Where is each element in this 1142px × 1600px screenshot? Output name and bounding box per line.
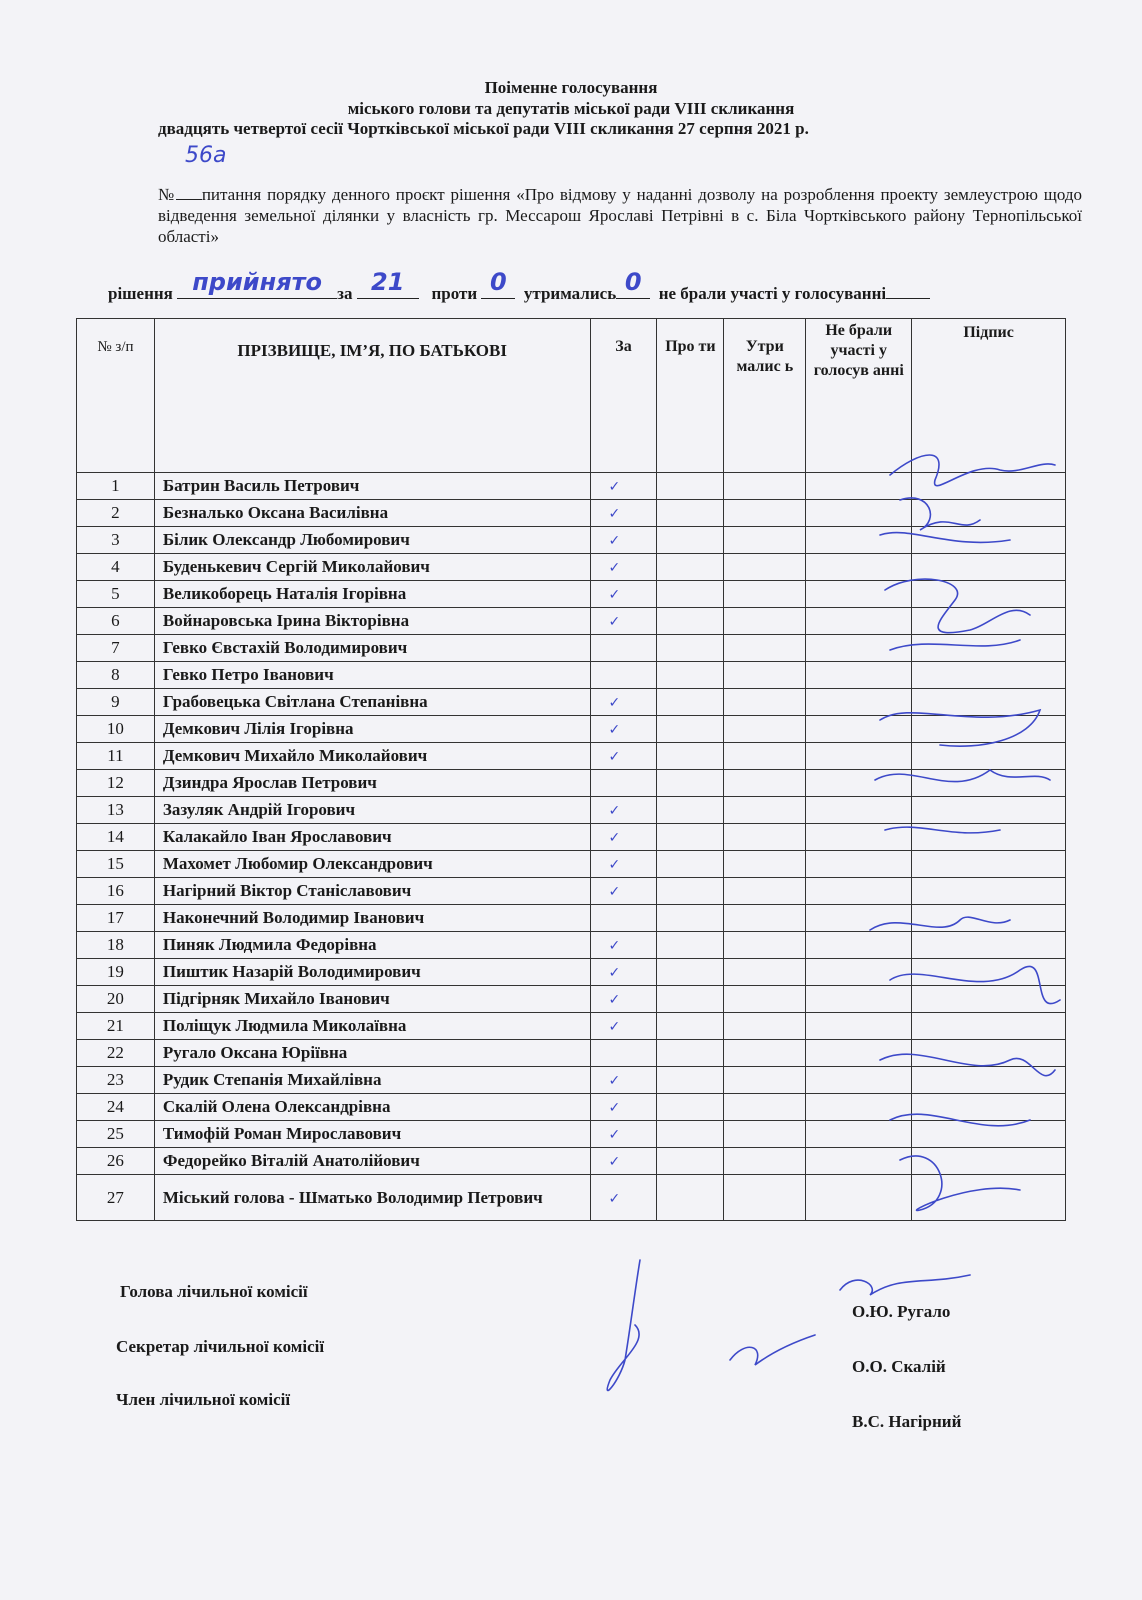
against-label: проти (431, 284, 478, 303)
row-number: 23 (77, 1067, 155, 1094)
row-abstain-cell (724, 1175, 806, 1221)
row-abstain-cell (724, 608, 806, 635)
row-number: 1 (77, 473, 155, 500)
row-abstain-cell (724, 716, 806, 743)
doc-title-line3: двадцять четвертої сесії Чортківської міської ради VIII скликання 27 серпня 2021 р. (158, 119, 809, 138)
row-for-cell (590, 824, 657, 851)
row-against-cell (657, 473, 724, 500)
row-number: 6 (77, 608, 155, 635)
check-mark-icon: ✓ (608, 587, 621, 603)
item-number-handwritten: 56а (185, 143, 227, 168)
check-mark-icon: ✓ (608, 614, 621, 630)
row-abstain-cell (724, 959, 806, 986)
row-name: Великоборець Наталія Ігорівна (154, 581, 590, 608)
row-for-cell (590, 959, 657, 986)
row-abstain-cell (724, 905, 806, 932)
row-number: 26 (77, 1148, 155, 1175)
row-abstain-cell (724, 662, 806, 689)
row-abstain-cell (724, 554, 806, 581)
row-abstain-cell (724, 770, 806, 797)
row-number: 12 (77, 770, 155, 797)
row-for-cell (590, 986, 657, 1013)
row-for-cell (590, 932, 657, 959)
row-abstain-cell (724, 797, 806, 824)
row-against-cell (657, 1094, 724, 1121)
row-number: 27 (77, 1175, 155, 1221)
row-number: 4 (77, 554, 155, 581)
decision-blank (177, 268, 337, 299)
row-number: 24 (77, 1094, 155, 1121)
row-against-cell (657, 1148, 724, 1175)
row-for-cell (590, 527, 657, 554)
row-number: 15 (77, 851, 155, 878)
row-number: 5 (77, 581, 155, 608)
row-number: 9 (77, 689, 155, 716)
col-header-signature: Підпис (912, 319, 1066, 473)
row-abstain-cell (724, 473, 806, 500)
row-name: Калакайло Іван Ярославович (154, 824, 590, 851)
row-abstain-cell (724, 878, 806, 905)
row-abstain-cell (724, 851, 806, 878)
check-mark-icon: ✓ (608, 749, 621, 765)
row-against-cell (657, 527, 724, 554)
row-for-cell (590, 1175, 657, 1221)
agenda-paragraph (158, 179, 1082, 247)
row-against-cell (657, 905, 724, 932)
check-mark-icon: ✓ (608, 938, 621, 954)
not-voting-blank (886, 278, 930, 299)
doc-title-line1: Поіменне голосування (484, 78, 658, 97)
row-name: Батрин Василь Петрович (154, 473, 590, 500)
row-for-cell (590, 716, 657, 743)
row-for-cell (590, 1094, 657, 1121)
row-name: Підгірняк Михайло Іванович (154, 986, 590, 1013)
col-header-not-voting: Не брали участі у голосув анні (806, 319, 912, 473)
row-for-cell (590, 581, 657, 608)
row-name: Нагірний Віктор Станіславович (154, 878, 590, 905)
check-mark-icon: ✓ (608, 506, 621, 522)
row-against-cell (657, 689, 724, 716)
row-name: Тимофій Роман Мирославович (154, 1121, 590, 1148)
row-number: 20 (77, 986, 155, 1013)
row-number: 11 (77, 743, 155, 770)
row-for-cell (590, 662, 657, 689)
check-mark-icon: ✓ (608, 1190, 621, 1207)
row-against-cell (657, 851, 724, 878)
row-abstain-cell (724, 824, 806, 851)
check-mark-icon: ✓ (608, 965, 621, 981)
row-for-cell (590, 635, 657, 662)
row-name: Федорейко Віталій Анатолійович (154, 1148, 590, 1175)
row-name: Поліщук Людмила Миколаївна (154, 1013, 590, 1040)
row-number: 16 (77, 878, 155, 905)
chair-name: О.Ю. Ругало (852, 1302, 951, 1321)
check-mark-icon: ✓ (608, 803, 621, 819)
row-number: 18 (77, 932, 155, 959)
check-mark-icon: ✓ (608, 1154, 621, 1170)
row-against-cell (657, 986, 724, 1013)
not-voting-label: не брали участі у голосуванні (658, 284, 887, 303)
row-against-cell (657, 959, 724, 986)
row-against-cell (657, 1175, 724, 1221)
row-name: Демкович Михайло Миколайович (154, 743, 590, 770)
num-sign: № (158, 185, 176, 204)
member-name: В.С. Нагірний (852, 1412, 962, 1431)
row-against-cell (657, 716, 724, 743)
row-against-cell (657, 554, 724, 581)
row-name: Ругало Оксана Юріївна (154, 1040, 590, 1067)
check-mark-icon: ✓ (608, 533, 621, 549)
check-mark-icon: ✓ (608, 1019, 621, 1035)
row-name: Безналько Оксана Василівна (154, 500, 590, 527)
row-name: Пиняк Людмила Федорівна (154, 932, 590, 959)
row-number: 19 (77, 959, 155, 986)
row-name: Скалій Олена Олександрівна (154, 1094, 590, 1121)
row-for-cell (590, 743, 657, 770)
row-against-cell (657, 635, 724, 662)
row-for-cell (590, 500, 657, 527)
row-name: Гевко Петро Іванович (154, 662, 590, 689)
decision-label: рішення (108, 284, 173, 303)
check-mark-icon: ✓ (608, 560, 621, 576)
check-mark-icon: ✓ (608, 722, 621, 738)
row-number: 22 (77, 1040, 155, 1067)
against-value: 0 (490, 268, 507, 296)
check-mark-icon: ✓ (608, 1073, 621, 1089)
check-mark-icon: ✓ (608, 884, 621, 900)
row-name: Рудик Степанія Михайлівна (154, 1067, 590, 1094)
row-name: Білик Олександр Любомирович (154, 527, 590, 554)
row-for-cell (590, 689, 657, 716)
row-name: Буденькевич Сергій Миколайович (154, 554, 590, 581)
row-name: Грабовецька Світлана Степанівна (154, 689, 590, 716)
agenda-text: питання порядку денного проєкт рішення «Про відмову у наданні дозволу на розроблення проекту землеустрою щодо відведення земельної ділянки у власність гр. Мессарош Ярославі Петрівні в с. Біла Чортківського району Тернопільської області» (158, 185, 1082, 246)
row-number: 13 (77, 797, 155, 824)
row-for-cell (590, 1148, 657, 1175)
row-number: 8 (77, 662, 155, 689)
decision-line (108, 268, 930, 304)
row-name: Демкович Лілія Ігорівна (154, 716, 590, 743)
secretary-label: Секретар лічильної комісії (116, 1337, 325, 1356)
check-mark-icon: ✓ (608, 695, 621, 711)
abstain-label: утримались (523, 284, 617, 303)
row-abstain-cell (724, 689, 806, 716)
secretary-name: О.О. Скалій (852, 1357, 946, 1376)
row-abstain-cell (724, 1013, 806, 1040)
row-name: Войнаровська Ірина Вікторівна (154, 608, 590, 635)
signature-scribbles (860, 440, 1070, 1220)
row-number: 7 (77, 635, 155, 662)
chair-label: Голова лічильної комісії (120, 1282, 308, 1301)
row-against-cell (657, 824, 724, 851)
row-number: 10 (77, 716, 155, 743)
row-against-cell (657, 500, 724, 527)
row-against-cell (657, 1013, 724, 1040)
row-abstain-cell (724, 1121, 806, 1148)
row-for-cell (590, 770, 657, 797)
row-abstain-cell (724, 986, 806, 1013)
row-for-cell (590, 851, 657, 878)
row-name: Зазуляк Андрій Ігорович (154, 797, 590, 824)
row-against-cell (657, 878, 724, 905)
check-mark-icon: ✓ (608, 992, 621, 1008)
row-for-cell (590, 554, 657, 581)
for-value: 21 (371, 268, 405, 296)
row-for-cell (590, 473, 657, 500)
row-abstain-cell (724, 1040, 806, 1067)
item-number-blank (176, 179, 202, 200)
row-against-cell (657, 797, 724, 824)
for-blank (357, 268, 419, 299)
col-header-for: За (590, 319, 657, 473)
row-number: 2 (77, 500, 155, 527)
row-against-cell (657, 743, 724, 770)
row-against-cell (657, 1121, 724, 1148)
row-against-cell (657, 1040, 724, 1067)
row-abstain-cell (724, 500, 806, 527)
col-header-num: № з/п (77, 319, 155, 473)
col-header-against: Про ти (657, 319, 724, 473)
row-number: 14 (77, 824, 155, 851)
row-abstain-cell (724, 635, 806, 662)
abstain-value: 0 (624, 268, 642, 296)
row-name: Пиштик Назарій Володимирович (154, 959, 590, 986)
decision-value: прийнято (192, 268, 323, 296)
row-abstain-cell (724, 1148, 806, 1175)
against-blank (481, 268, 515, 299)
col-header-name: ПРІЗВИЩЕ, ІМ’Я, ПО БАТЬКОВІ (154, 319, 590, 473)
row-against-cell (657, 608, 724, 635)
member-label: Член лічильної комісії (116, 1390, 291, 1409)
row-against-cell (657, 932, 724, 959)
row-number: 25 (77, 1121, 155, 1148)
check-mark-icon: ✓ (608, 830, 621, 846)
row-for-cell (590, 905, 657, 932)
row-against-cell (657, 770, 724, 797)
row-against-cell (657, 1067, 724, 1094)
row-against-cell (657, 662, 724, 689)
row-number: 21 (77, 1013, 155, 1040)
row-for-cell (590, 1067, 657, 1094)
row-abstain-cell (724, 932, 806, 959)
row-for-cell (590, 1121, 657, 1148)
row-name: Наконечний Володимир Іванович (154, 905, 590, 932)
row-abstain-cell (724, 1067, 806, 1094)
row-for-cell (590, 797, 657, 824)
row-abstain-cell (724, 1094, 806, 1121)
row-name: Махомет Любомир Олександрович (154, 851, 590, 878)
doc-title-line2: міського голови та депутатів міської ради VIII скликання (347, 99, 795, 118)
row-abstain-cell (724, 527, 806, 554)
row-name: Міський голова - Шматько Володимир Петрович (154, 1175, 590, 1221)
row-for-cell (590, 1040, 657, 1067)
check-mark-icon: ✓ (608, 479, 621, 495)
footer-signatures (580, 1230, 1000, 1420)
row-name: Дзиндра Ярослав Петрович (154, 770, 590, 797)
row-abstain-cell (724, 743, 806, 770)
col-header-abstain: Утри малис ь (724, 319, 806, 473)
abstain-blank (616, 268, 650, 299)
row-for-cell (590, 1013, 657, 1040)
for-label: за (337, 284, 353, 303)
row-number: 17 (77, 905, 155, 932)
row-number: 3 (77, 527, 155, 554)
row-name: Гевко Євстахій Володимирович (154, 635, 590, 662)
check-mark-icon: ✓ (608, 1100, 621, 1116)
check-mark-icon: ✓ (608, 857, 621, 873)
row-abstain-cell (724, 581, 806, 608)
row-against-cell (657, 581, 724, 608)
row-for-cell (590, 878, 657, 905)
check-mark-icon: ✓ (608, 1127, 621, 1143)
row-for-cell (590, 608, 657, 635)
